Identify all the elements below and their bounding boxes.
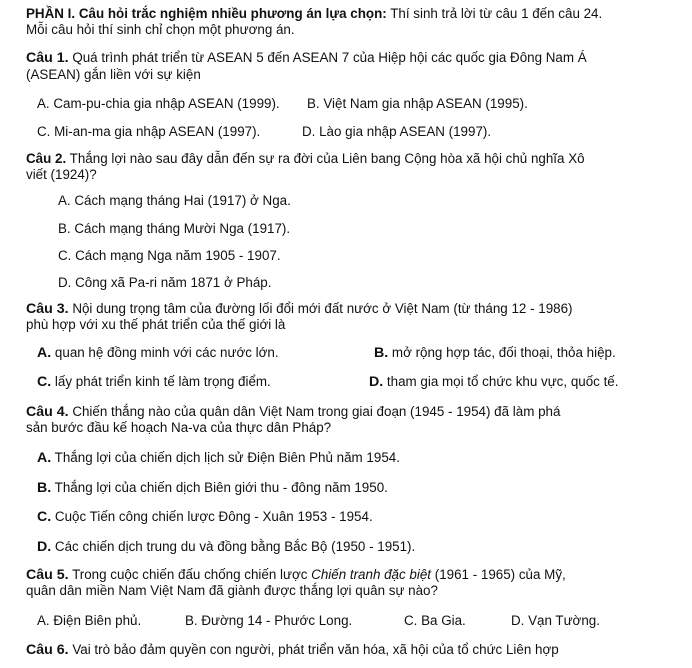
- question-4-text-line-1: Chiến thắng nào của quân dân Việt Nam trong giai đoạn (1945 - 1954) đã làm phá: [72, 404, 561, 419]
- question-4-option-b-text: Thắng lợi của chiến dịch Biên giới thu - đông năm 1950.: [54, 480, 388, 495]
- question-2-option-c[interactable]: C. Cách mạng Nga năm 1905 - 1907.: [58, 248, 281, 263]
- question-3-option-a[interactable]: [37, 345, 279, 361]
- question-5-option-c[interactable]: C. Ba Gia.: [404, 613, 466, 628]
- question-4-option-a[interactable]: [37, 450, 400, 466]
- question-2-option-b[interactable]: B. Cách mạng tháng Mười Nga (1917).: [58, 221, 291, 236]
- question-3-text-line-2: phù hợp với xu thế phát triển của thế giới là: [26, 317, 286, 332]
- question-4-option-c[interactable]: [37, 509, 373, 525]
- question-4-option-a-letter: A.: [37, 450, 52, 466]
- question-4-option-c-letter: C.: [37, 509, 52, 525]
- question-4-option-b-letter: B.: [37, 480, 52, 496]
- question-2-text-line-2: viết (1924)?: [26, 167, 97, 182]
- question-3-text-line-1: Nội dung trọng tâm của đường lối đổi mới đất nước ở Việt Nam (từ tháng 12 - 1986): [72, 301, 573, 316]
- question-3-option-b[interactable]: [374, 345, 616, 361]
- question-1-option-b[interactable]: B. Việt Nam gia nhập ASEAN (1995).: [307, 96, 528, 111]
- question-4-option-d-letter: D.: [37, 539, 52, 555]
- question-4-stem: [26, 404, 560, 420]
- question-1-option-a[interactable]: A. Cam-pu-chia gia nhập ASEAN (1999).: [37, 96, 280, 111]
- question-5-text-line-2: quân dân miền Nam Việt Nam đã giành được thắng lợi quân sự nào?: [26, 583, 438, 598]
- question-5-option-b[interactable]: B. Đường 14 - Phước Long.: [185, 613, 353, 628]
- question-1-label: Câu 1.: [26, 50, 69, 66]
- question-1-stem: [26, 50, 587, 66]
- question-2-text-line-1: Thắng lợi nào sau đây dẫn đến sự ra đời của Liên bang Cộng hòa xã hội chủ nghĩa Xô: [69, 151, 585, 166]
- part-instruction-1: Thí sinh trả lời từ câu 1 đến câu 24.: [390, 6, 603, 21]
- part-instruction-2: Mỗi câu hỏi thí sinh chỉ chọn một phương án.: [26, 22, 295, 37]
- question-1-text-line-2: (ASEAN) gắn liền với sự kiện: [26, 67, 201, 82]
- question-1-text-line-1: Quá trình phát triển từ ASEAN 5 đến ASEAN 7 của Hiệp hội các quốc gia Đông Nam Á: [72, 50, 587, 65]
- question-1-option-c[interactable]: C. Mi-an-ma gia nhập ASEAN (1997).: [37, 124, 261, 139]
- question-3-option-a-letter: A.: [37, 345, 52, 361]
- question-3-option-c-letter: C.: [37, 374, 52, 390]
- question-2-option-a[interactable]: A. Cách mạng tháng Hai (1917) ở Nga.: [58, 193, 291, 208]
- question-5-label: Câu 5.: [26, 567, 69, 583]
- question-3-option-d-text: tham gia mọi tổ chức khu vực, quốc tế.: [386, 374, 619, 389]
- question-5-text-part-3: (1961 - 1965) của Mỹ,: [434, 567, 566, 582]
- question-3-option-c-text: lấy phát triển kinh tế làm trọng điểm.: [54, 374, 271, 389]
- question-2-stem: [26, 151, 585, 167]
- question-3-option-c[interactable]: [37, 374, 271, 390]
- question-2-label: Câu 2.: [26, 151, 67, 166]
- question-4-option-a-text: Thắng lợi của chiến dịch lịch sử Điện Biên Phủ năm 1954.: [54, 450, 400, 465]
- question-6-label: Câu 6.: [26, 642, 69, 658]
- question-3-stem: [26, 301, 573, 317]
- question-5-option-d[interactable]: D. Vạn Tường.: [511, 613, 600, 628]
- question-3-label: Câu 3.: [26, 301, 69, 317]
- question-4-option-d[interactable]: [37, 539, 415, 555]
- part-header: [26, 6, 602, 22]
- question-5-option-a[interactable]: A. Điện Biên phủ.: [37, 613, 142, 628]
- question-5-stem: [26, 567, 566, 583]
- question-2-option-d[interactable]: D. Công xã Pa-ri năm 1871 ở Pháp.: [58, 275, 272, 290]
- part-heading: PHẦN I. Câu hỏi trắc nghiệm nhiều phương án lựa chọn:: [26, 6, 387, 21]
- question-4-option-c-text: Cuộc Tiến công chiến lược Đông - Xuân 1953 - 1954.: [54, 509, 373, 524]
- question-6-stem: [26, 642, 559, 658]
- question-3-option-d[interactable]: [369, 374, 618, 390]
- question-1-option-d[interactable]: D. Lào gia nhập ASEAN (1997).: [302, 124, 492, 139]
- question-3-option-b-text: mở rộng hợp tác, đối thoại, thỏa hiệp.: [391, 345, 616, 360]
- question-4-option-b[interactable]: [37, 480, 388, 496]
- question-5-text-part-1: Trong cuộc chiến đấu chống chiến lược: [72, 567, 308, 582]
- question-5-text-italic: Chiến tranh đặc biệt: [311, 567, 432, 582]
- question-3-option-b-letter: B.: [374, 345, 389, 361]
- question-4-text-line-2: sản bước đầu kế hoạch Na-va của thực dân Pháp?: [26, 420, 332, 435]
- question-6-text-line-1: Vai trò bảo đảm quyền con người, phát triển văn hóa, xã hội của tổ chức Liên hợp: [72, 642, 559, 657]
- question-3-option-d-letter: D.: [369, 374, 384, 390]
- question-3-option-a-text: quan hệ đồng minh với các nước lớn.: [54, 345, 279, 360]
- question-4-option-d-text: Các chiến dịch trung du và đồng bằng Bắc Bộ (1950 - 1951).: [54, 539, 416, 554]
- question-4-label: Câu 4.: [26, 404, 69, 420]
